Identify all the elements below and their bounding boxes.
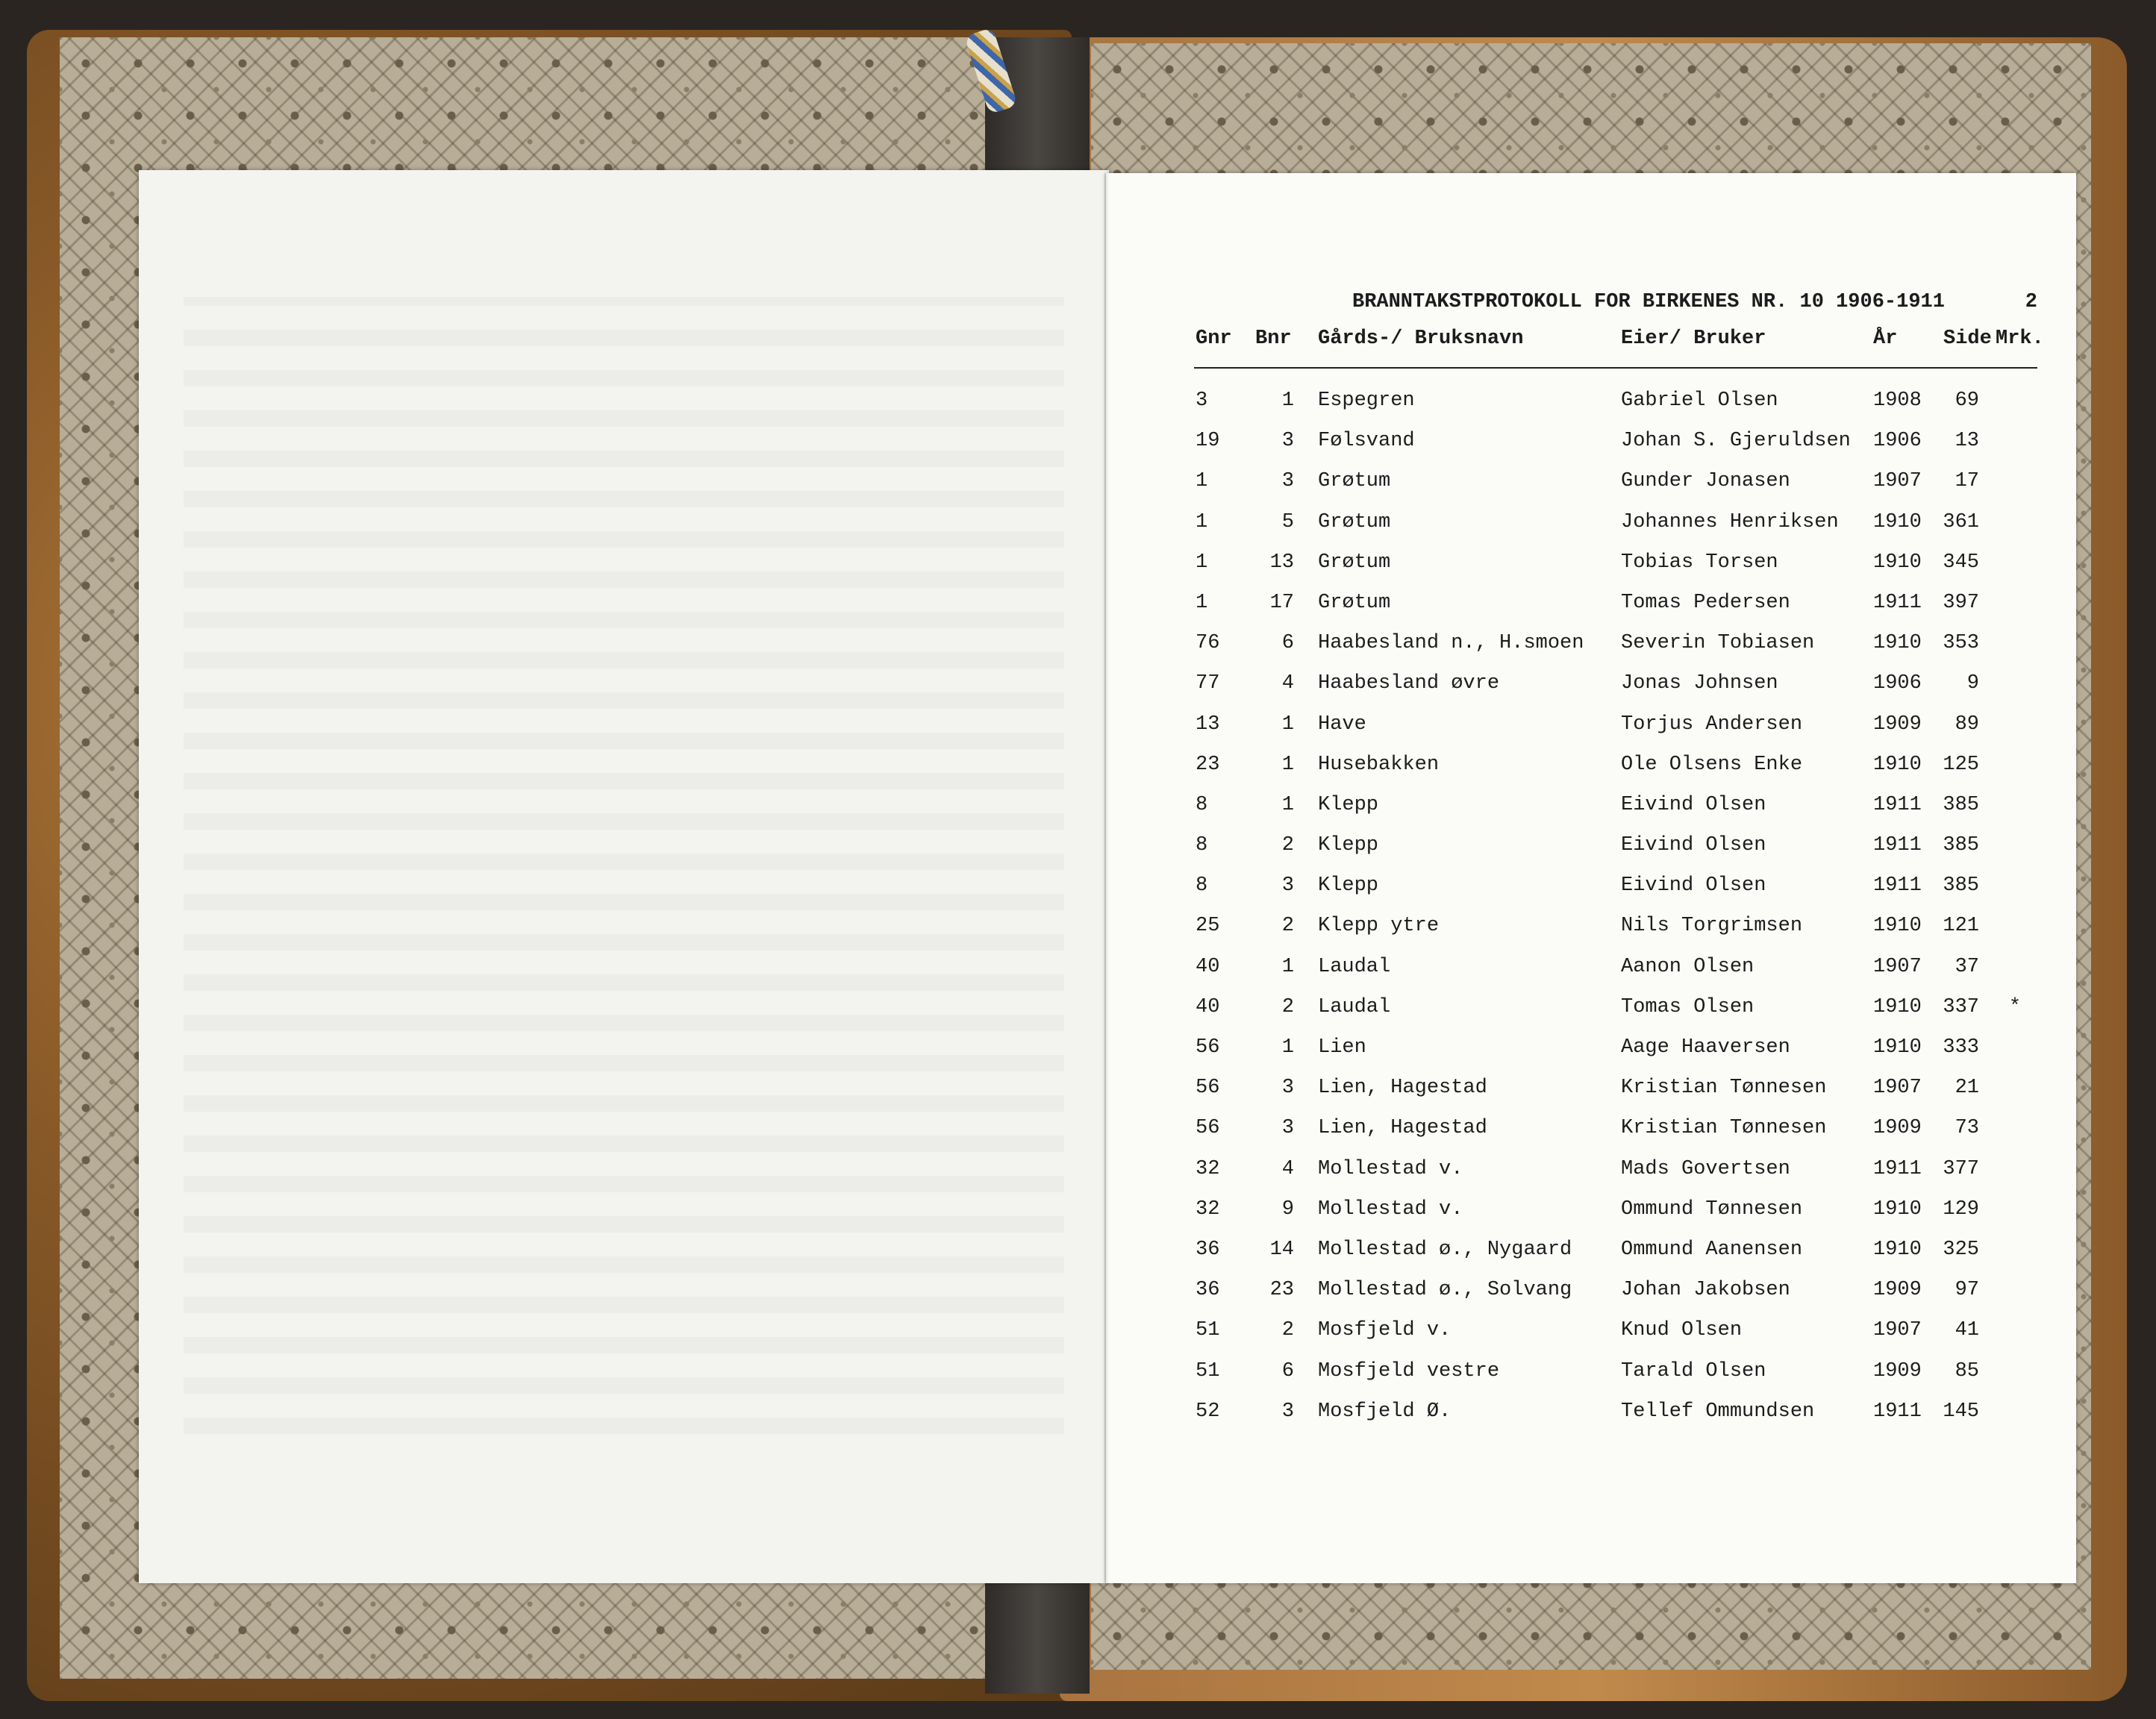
- table-row: [1194, 663, 2037, 704]
- cell-bnr: 2: [1281, 915, 1294, 938]
- cell-bnr: 1: [1281, 713, 1294, 736]
- table-row: [1194, 583, 2037, 623]
- cell-bnr: 2: [1281, 995, 1294, 1018]
- cell-side: 41: [1955, 1319, 1979, 1342]
- cell-aar: 1909: [1873, 1279, 1922, 1302]
- page-title: BRANNTAKSTPROTOKOLL FOR BIRKENES NR. 10 1906-1911: [1352, 291, 1945, 313]
- cell-name: Mollestad ø., Solvang: [1318, 1279, 1572, 1302]
- cell-name: Mollestad v.: [1318, 1197, 1463, 1221]
- cell-name: Haabesland n., H.smoen: [1318, 632, 1584, 655]
- cell-name: Mollestad v.: [1318, 1157, 1463, 1180]
- cell-aar: 1907: [1873, 1319, 1922, 1342]
- cell-eier: Jonas Johnsen: [1621, 672, 1778, 695]
- cell-aar: 1911: [1873, 1157, 1922, 1180]
- cell-side: 333: [1943, 1036, 1979, 1059]
- cell-eier: Eivind Olsen: [1621, 793, 1766, 816]
- cell-bnr: 14: [1269, 1238, 1294, 1261]
- column-header-row: [1194, 324, 2044, 369]
- cell-eier: Johan Jakobsen: [1621, 1279, 1790, 1302]
- cell-side: 121: [1943, 915, 1979, 938]
- header-side: Side: [1943, 328, 1992, 350]
- cell-aar: 1906: [1873, 672, 1922, 695]
- cell-eier: Kristian Tønnesen: [1621, 1117, 1827, 1140]
- cell-name: Lien, Hagestad: [1318, 1117, 1487, 1140]
- header-aar: År: [1873, 328, 1898, 350]
- table-row: [1194, 623, 2037, 663]
- cell-side: 361: [1943, 510, 1979, 533]
- table-row: [1194, 906, 2037, 946]
- cell-side: 69: [1955, 389, 1979, 412]
- header-eier: Eier/ Bruker: [1621, 328, 1766, 350]
- cell-aar: 1907: [1873, 955, 1922, 978]
- cell-side: 37: [1955, 955, 1979, 978]
- cell-eier: Johan S. Gjeruldsen: [1621, 430, 1851, 453]
- title-row: [1194, 291, 2037, 324]
- cell-gnr: 51: [1196, 1359, 1220, 1383]
- cell-bnr: 13: [1269, 551, 1294, 574]
- table-row: [1194, 1230, 2037, 1270]
- header-bnr: Bnr: [1255, 328, 1292, 350]
- cell-side: 97: [1955, 1279, 1979, 1302]
- cell-side: 385: [1943, 834, 1979, 857]
- cell-bnr: 3: [1281, 1077, 1294, 1100]
- cell-eier: Kristian Tønnesen: [1621, 1077, 1827, 1100]
- table-row: [1194, 1270, 2037, 1310]
- cell-aar: 1906: [1873, 430, 1922, 453]
- cell-name: Grøtum: [1318, 591, 1391, 614]
- cell-aar: 1910: [1873, 632, 1922, 655]
- cell-eier: Severin Tobiasen: [1621, 632, 1815, 655]
- cell-gnr: 8: [1196, 793, 1208, 816]
- cell-eier: Ole Olsens Enke: [1621, 753, 1803, 776]
- cell-bnr: 4: [1281, 672, 1294, 695]
- cell-eier: Eivind Olsen: [1621, 834, 1766, 857]
- cell-bnr: 3: [1281, 874, 1294, 898]
- show-through-text: [184, 297, 1064, 1434]
- cell-gnr: 40: [1196, 955, 1220, 978]
- cell-side: 325: [1943, 1238, 1979, 1261]
- register-page: [1194, 291, 2044, 1432]
- table-row: [1194, 1108, 2037, 1148]
- cell-gnr: 36: [1196, 1279, 1220, 1302]
- cell-aar: 1910: [1873, 1197, 1922, 1221]
- table-row: [1194, 461, 2037, 501]
- cell-side: 89: [1955, 713, 1979, 736]
- table-row: [1194, 825, 2037, 865]
- cell-name: Laudal: [1318, 955, 1391, 978]
- cell-gnr: 1: [1196, 510, 1208, 533]
- cell-eier: Tellef Ommundsen: [1621, 1400, 1815, 1423]
- cell-aar: 1907: [1873, 1077, 1922, 1100]
- cell-bnr: 2: [1281, 834, 1294, 857]
- table-row: [1194, 421, 2037, 461]
- cell-name: Klepp: [1318, 874, 1379, 898]
- cell-gnr: 56: [1196, 1117, 1220, 1140]
- cell-name: Lien: [1318, 1036, 1366, 1059]
- cell-side: 73: [1955, 1117, 1979, 1140]
- table-row: [1194, 947, 2037, 987]
- cell-side: 397: [1943, 591, 1979, 614]
- cell-eier: Johannes Henriksen: [1621, 510, 1839, 533]
- cell-name: Mollestad ø., Nygaard: [1318, 1238, 1572, 1261]
- cell-side: 385: [1943, 874, 1979, 898]
- cell-name: Grøtum: [1318, 551, 1391, 574]
- cell-eier: Aage Haaversen: [1621, 1036, 1790, 1059]
- cell-eier: Tomas Olsen: [1621, 995, 1755, 1018]
- table-row: [1194, 1351, 2037, 1391]
- cell-name: Mosfjeld Ø.: [1318, 1400, 1452, 1423]
- cell-name: Grøtum: [1318, 510, 1391, 533]
- cell-side: 21: [1955, 1077, 1979, 1100]
- cell-name: Mosfjeld vestre: [1318, 1359, 1500, 1383]
- cell-gnr: 3: [1196, 389, 1208, 412]
- cell-name: Mosfjeld v.: [1318, 1319, 1452, 1342]
- cell-side: 129: [1943, 1197, 1979, 1221]
- page-number: 2: [2025, 291, 2037, 313]
- cell-gnr: 77: [1196, 672, 1220, 695]
- cell-bnr: 1: [1281, 955, 1294, 978]
- cell-side: 17: [1955, 470, 1979, 493]
- cell-name: Klepp: [1318, 793, 1379, 816]
- cell-bnr: 6: [1281, 1359, 1294, 1383]
- cell-bnr: 17: [1269, 591, 1294, 614]
- cell-name: Haabesland øvre: [1318, 672, 1500, 695]
- cell-eier: Eivind Olsen: [1621, 874, 1766, 898]
- cell-gnr: 25: [1196, 915, 1220, 938]
- cell-gnr: 1: [1196, 470, 1208, 493]
- cell-eier: Gunder Jonasen: [1621, 470, 1790, 493]
- cell-eier: Tobias Torsen: [1621, 551, 1778, 574]
- cell-name: Laudal: [1318, 995, 1391, 1018]
- cell-name: Have: [1318, 713, 1366, 736]
- cell-eier: Aanon Olsen: [1621, 955, 1755, 978]
- cell-aar: 1907: [1873, 470, 1922, 493]
- cell-name: Klepp: [1318, 834, 1379, 857]
- table-row: [1194, 745, 2037, 785]
- cell-gnr: 32: [1196, 1197, 1220, 1221]
- cell-gnr: 40: [1196, 995, 1220, 1018]
- table-row: [1194, 1068, 2037, 1108]
- cell-side: 337: [1943, 995, 1979, 1018]
- cell-side: 145: [1943, 1400, 1979, 1423]
- cell-eier: Tarald Olsen: [1621, 1359, 1766, 1383]
- header-gnr: Gnr: [1196, 328, 1232, 350]
- cell-eier: Knud Olsen: [1621, 1319, 1743, 1342]
- cell-gnr: 23: [1196, 753, 1220, 776]
- cell-gnr: 56: [1196, 1077, 1220, 1100]
- cell-mrk: *: [2008, 995, 2022, 1018]
- table-row: [1194, 542, 2037, 583]
- table-row: [1194, 1391, 2037, 1432]
- cell-gnr: 51: [1196, 1319, 1220, 1342]
- table-row: [1194, 502, 2037, 542]
- cell-bnr: 4: [1281, 1157, 1294, 1180]
- cell-aar: 1910: [1873, 995, 1922, 1018]
- cell-side: 377: [1943, 1157, 1979, 1180]
- cell-bnr: 3: [1281, 1117, 1294, 1140]
- cell-eier: Ommund Tønnesen: [1621, 1197, 1803, 1221]
- cell-gnr: 19: [1196, 430, 1220, 453]
- cell-bnr: 23: [1269, 1279, 1294, 1302]
- cell-aar: 1908: [1873, 389, 1922, 412]
- header-name: Gårds-/ Bruksnavn: [1318, 328, 1524, 350]
- table-row: [1194, 987, 2037, 1027]
- page-fold: [1104, 173, 1109, 1583]
- table-row: [1194, 1189, 2037, 1230]
- cell-aar: 1911: [1873, 591, 1922, 614]
- cell-bnr: 1: [1281, 389, 1294, 412]
- cell-aar: 1910: [1873, 1238, 1922, 1261]
- cell-name: Husebakken: [1318, 753, 1440, 776]
- cell-gnr: 1: [1196, 551, 1208, 574]
- cell-gnr: 1: [1196, 591, 1208, 614]
- cell-aar: 1911: [1873, 834, 1922, 857]
- cell-name: Grøtum: [1318, 470, 1391, 493]
- table-row: [1194, 704, 2037, 745]
- cell-aar: 1911: [1873, 793, 1922, 816]
- cell-bnr: 3: [1281, 430, 1294, 453]
- cell-aar: 1909: [1873, 1359, 1922, 1383]
- cell-bnr: 6: [1281, 632, 1294, 655]
- cell-bnr: 1: [1281, 753, 1294, 776]
- register-rows: [1194, 381, 2037, 1432]
- cell-eier: Mads Govertsen: [1621, 1157, 1790, 1180]
- cell-bnr: 5: [1281, 510, 1294, 533]
- cell-side: 385: [1943, 793, 1979, 816]
- table-row: [1194, 381, 2037, 421]
- cell-side: 13: [1955, 430, 1979, 453]
- cell-gnr: 56: [1196, 1036, 1220, 1059]
- cell-aar: 1910: [1873, 1036, 1922, 1059]
- cell-aar: 1909: [1873, 1117, 1922, 1140]
- cell-gnr: 8: [1196, 874, 1208, 898]
- cell-side: 125: [1943, 753, 1979, 776]
- left-sheet: [139, 170, 1109, 1583]
- cell-name: Klepp ytre: [1318, 915, 1440, 938]
- table-row: [1194, 1149, 2037, 1189]
- cell-eier: Gabriel Olsen: [1621, 389, 1778, 412]
- cell-bnr: 9: [1281, 1197, 1294, 1221]
- table-row: [1194, 785, 2037, 825]
- cell-gnr: 13: [1196, 713, 1220, 736]
- cell-eier: Ommund Aanensen: [1621, 1238, 1803, 1261]
- cell-name: Følsvand: [1318, 430, 1415, 453]
- cell-bnr: 1: [1281, 793, 1294, 816]
- cell-aar: 1910: [1873, 510, 1922, 533]
- cell-name: Espegren: [1318, 389, 1415, 412]
- cell-eier: Nils Torgrimsen: [1621, 915, 1803, 938]
- cell-eier: Tomas Pedersen: [1621, 591, 1790, 614]
- cell-aar: 1909: [1873, 713, 1922, 736]
- header-mrk: Mrk.: [1996, 328, 2044, 350]
- cell-gnr: 76: [1196, 632, 1220, 655]
- cell-aar: 1910: [1873, 551, 1922, 574]
- table-row: [1194, 865, 2037, 906]
- cell-aar: 1910: [1873, 753, 1922, 776]
- cell-name: Lien, Hagestad: [1318, 1077, 1487, 1100]
- cell-aar: 1910: [1873, 915, 1922, 938]
- cell-side: 9: [1966, 672, 1979, 695]
- cell-bnr: 2: [1281, 1319, 1294, 1342]
- cell-bnr: 3: [1281, 1400, 1294, 1423]
- table-row: [1194, 1310, 2037, 1350]
- cell-gnr: 36: [1196, 1238, 1220, 1261]
- cell-bnr: 1: [1281, 1036, 1294, 1059]
- cell-side: 85: [1955, 1359, 1979, 1383]
- cell-aar: 1911: [1873, 1400, 1922, 1423]
- cell-side: 353: [1943, 632, 1979, 655]
- table-row: [1194, 1027, 2037, 1068]
- cell-bnr: 3: [1281, 470, 1294, 493]
- cell-eier: Torjus Andersen: [1621, 713, 1803, 736]
- cell-gnr: 52: [1196, 1400, 1220, 1423]
- cell-aar: 1911: [1873, 874, 1922, 898]
- cell-side: 345: [1943, 551, 1979, 574]
- cell-gnr: 8: [1196, 834, 1208, 857]
- cell-gnr: 32: [1196, 1157, 1220, 1180]
